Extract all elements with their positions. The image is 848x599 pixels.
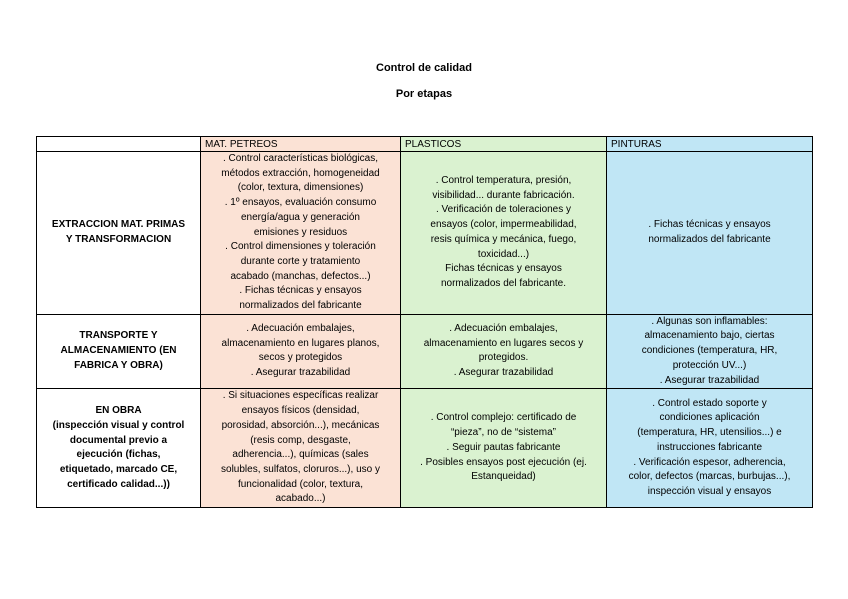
header-plasticos: PLASTICOS <box>401 137 607 152</box>
document-subtitle: Por etapas <box>395 88 453 100</box>
cell-en-obra-pinturas: . Control estado soporte y condiciones aplicación (temperatura, HR, utensilios...) e instrucciones fabricante . Verificación espesor, adherencia, color, defectos (marcas, burbujas...), inspección visual y ensayos <box>607 389 813 508</box>
row-label-en-obra: EN OBRA (inspección visual y control documental previo a ejecución (fichas, etiquetado, marcado CE, certificado calidad...)) <box>37 389 201 508</box>
header-petreos: MAT. PETREOS <box>201 137 401 152</box>
header-empty-cell <box>37 137 201 152</box>
cell-en-obra-plasticos: . Control complejo: certificado de “pieza”, no de “sistema” . Seguir pautas fabricante . Posibles ensayos post ejecución (ej. Estanqueidad) <box>401 389 607 508</box>
document-title: Control de calidad <box>376 62 472 74</box>
cell-extraccion-petreos: . Control características biológicas, métodos extracción, homogeneidad (color, textura, dimensiones) . 1º ensayos, evaluación consumo energía/agua y generación emisiones y residuos . Control dimensiones y toleración durante corte y tratamiento acabado (manchas, defectos...) . Fichas técnicas y ensayos normalizados del fabricante <box>201 152 401 315</box>
cell-extraccion-plasticos: . Control temperatura, presión, visibilidad... durante fabricación. . Verificación de toleraciones y ensayos (color, impermeabilidad, resis química y mecánica, fuego, toxicidad...) Fichas técnicas y ensayos normalizados del fabricante. <box>401 152 607 315</box>
cell-en-obra-petreos: . Si situaciones específicas realizar ensayos físicos (densidad, porosidad, absorción...), mecánicas (resis comp, desgaste, adherencia...), químicas (sales solubles, sulfatos, cloruros...), uso y funcionalidad (color, textura, acabado...) <box>201 389 401 508</box>
cell-extraccion-pinturas: . Fichas técnicas y ensayos normalizados del fabricante <box>607 152 813 315</box>
row-label-extraccion: EXTRACCION MAT. PRIMAS Y TRANSFORMACION <box>37 152 201 315</box>
cell-transporte-pinturas: . Algunas son inflamables: almacenamiento bajo, ciertas condiciones (temperatura, HR, protección UV...) . Asegurar trazabilidad <box>607 314 813 389</box>
quality-control-table <box>36 136 813 508</box>
cell-transporte-petreos: . Adecuación embalajes, almacenamiento en lugares planos, secos y protegidos . Asegurar trazabilidad <box>201 314 401 389</box>
table-row <box>37 152 813 315</box>
cell-transporte-plasticos: . Adecuación embalajes, almacenamiento en lugares secos y protegidos. . Asegurar trazabilidad <box>401 314 607 389</box>
table-header-row <box>37 137 813 152</box>
table-row <box>37 389 813 508</box>
row-label-transporte: TRANSPORTE Y ALMACENAMIENTO (EN FABRICA Y OBRA) <box>37 314 201 389</box>
table-row <box>37 314 813 389</box>
header-pinturas: PINTURAS <box>607 137 813 152</box>
